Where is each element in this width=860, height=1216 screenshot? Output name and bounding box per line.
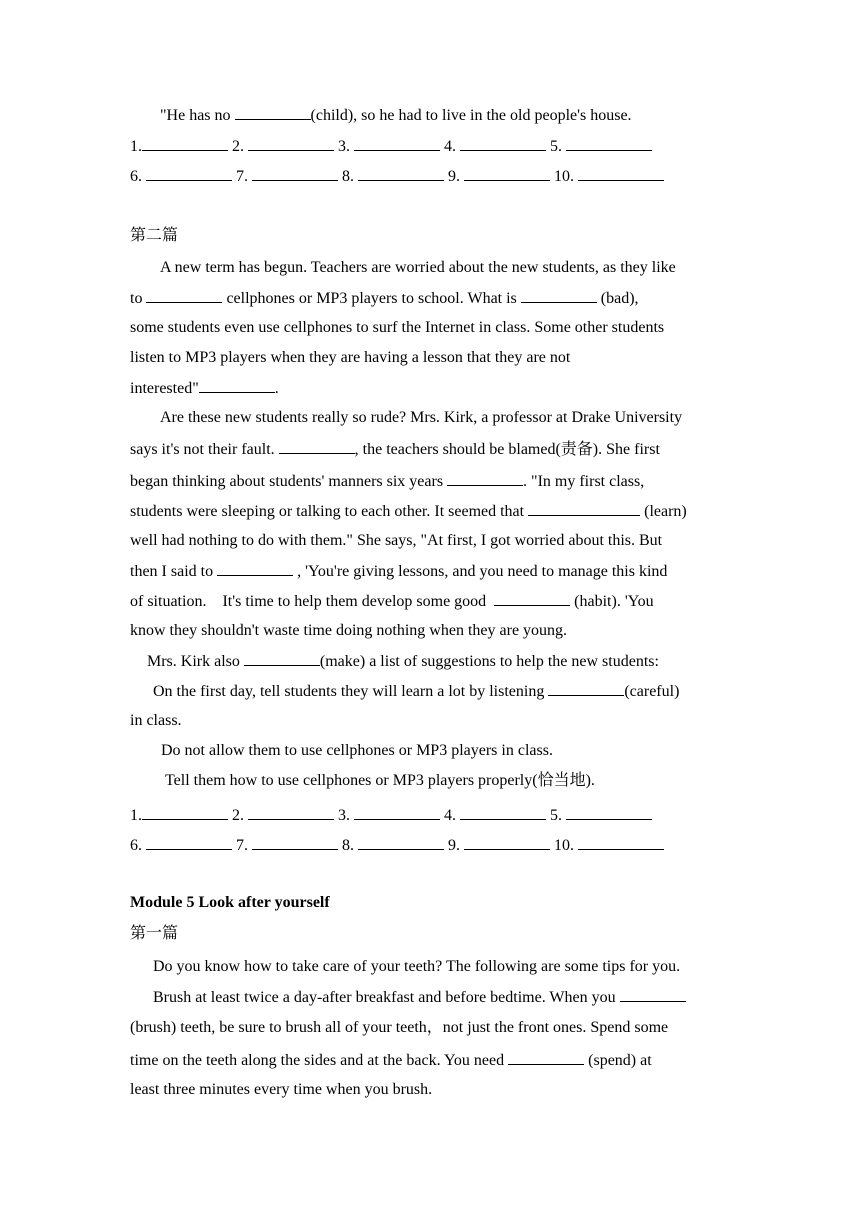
answer-blank[interactable] (252, 835, 338, 850)
blank[interactable] (508, 1050, 584, 1065)
passage-line: Tell them how to use cellphones or MP3 players properly(恰当地). (165, 772, 595, 789)
answer-blank[interactable] (464, 166, 550, 181)
passage-line: some students even use cellphones to surf the Internet in class. Some other students (130, 319, 665, 336)
answer-blank[interactable] (358, 166, 444, 181)
passage-line: Do not allow them to use cellphones or MP3 players in class. (161, 742, 553, 759)
blank[interactable] (521, 288, 597, 303)
passage-line: then I said to , 'You're giving lessons, and you need to manage this kind (130, 563, 668, 580)
module-title: Module 5 Look after yourself (130, 894, 330, 911)
passage-line: know they shouldn't waste time doing nothing when they are young. (130, 622, 568, 639)
passage-line: of situation. It's time to help them develop some good (habit). 'You (130, 593, 654, 610)
sentence-line: "He has no (child), so he had to live in the old people's house. (160, 107, 632, 124)
passage-line: least three minutes every time when you brush. (130, 1081, 433, 1098)
passage-line: (brush) teeth, be sure to brush all of your teeth，not just the front ones. Spend some (130, 1019, 669, 1036)
passage-line: students were sleeping or talking to each other. It seemed that (learn) (130, 503, 687, 520)
blank[interactable] (235, 105, 311, 120)
answer-blank[interactable] (578, 166, 664, 181)
passage-line: time on the teeth along the sides and at the back. You need (spend) at (130, 1052, 652, 1069)
answer-blank[interactable] (248, 805, 334, 820)
section-heading: 第一篇 (130, 925, 179, 942)
answer-row: 1. 2. 3. 4. 5. (130, 805, 652, 826)
passage-line: to cellphones or MP3 players to school. What is (bad), (130, 290, 639, 307)
blank[interactable] (548, 681, 624, 696)
answer-row: 6. 7. 8. 9. 10. (130, 835, 664, 856)
passage-line: interested" . (130, 380, 279, 397)
passage-line: On the first day, tell students they will learn a lot by listening (careful) (153, 683, 680, 700)
blank[interactable] (199, 378, 275, 393)
blank[interactable] (279, 439, 355, 454)
passage-line: in class. (130, 712, 182, 729)
answer-row: 1. 2. 3. 4. 5. (130, 136, 652, 157)
answer-blank[interactable] (146, 835, 232, 850)
answer-blank[interactable] (566, 136, 652, 151)
answer-blank[interactable] (566, 805, 652, 820)
passage-line: says it's not their fault. , the teachers should be blamed(责备). She first (130, 441, 660, 458)
answer-blank[interactable] (142, 805, 228, 820)
passage-line: Are these new students really so rude? Mrs. Kirk, a professor at Drake University (160, 409, 683, 426)
passage-line: Brush at least twice a day-after breakfast and before bedtime. When you (153, 987, 686, 1008)
blank[interactable] (146, 288, 222, 303)
answer-blank[interactable] (146, 166, 232, 181)
blank[interactable] (244, 651, 320, 666)
answer-blank[interactable] (460, 805, 546, 820)
blank[interactable] (494, 591, 570, 606)
blank[interactable] (528, 501, 640, 516)
answer-blank[interactable] (460, 136, 546, 151)
answer-blank[interactable] (354, 805, 440, 820)
passage-line: A new term has begun. Teachers are worried about the new students, as they like (160, 259, 676, 276)
answer-blank[interactable] (464, 835, 550, 850)
answer-blank[interactable] (142, 136, 228, 151)
passage-line: Do you know how to take care of your teeth? The following are some tips for you. (153, 958, 681, 975)
answer-blank[interactable] (358, 835, 444, 850)
blank[interactable] (217, 561, 293, 576)
answer-blank[interactable] (252, 166, 338, 181)
answer-blank[interactable] (354, 136, 440, 151)
blank[interactable] (447, 471, 523, 486)
passage-line: Mrs. Kirk also (make) a list of suggestions to help the new students: (147, 653, 659, 670)
passage-line: listen to MP3 players when they are having a lesson that they are not (130, 349, 571, 366)
section-heading: 第二篇 (130, 227, 179, 244)
answer-blank[interactable] (578, 835, 664, 850)
blank[interactable] (620, 987, 686, 1002)
passage-line: began thinking about students' manners six years . "In my first class, (130, 473, 645, 490)
answer-row: 6. 7. 8. 9. 10. (130, 166, 664, 187)
passage-line: well had nothing to do with them." She says, "At first, I got worried about this. But (130, 532, 663, 549)
answer-blank[interactable] (248, 136, 334, 151)
